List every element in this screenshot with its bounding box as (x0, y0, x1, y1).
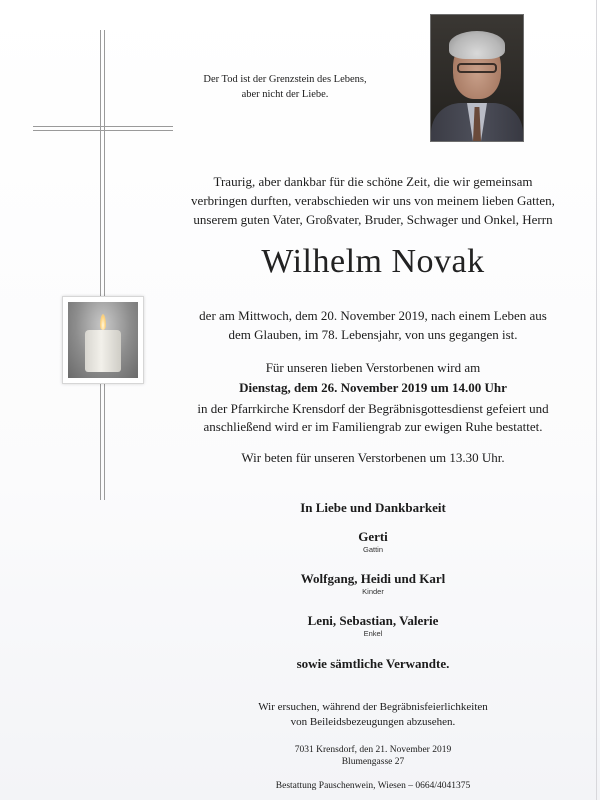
candle-body (85, 330, 121, 372)
mourner-name: Leni, Sebastian, Valerie (307, 613, 439, 628)
portrait-glasses (457, 63, 497, 73)
page-edge (596, 0, 597, 800)
passing-text (178, 306, 568, 344)
intro-text (178, 172, 568, 229)
mourner-name: Wolfgang, Heidi und Karl (300, 571, 446, 586)
place-line: Blumengasse 27 (341, 757, 405, 767)
portrait-hair (449, 31, 505, 59)
candle-image (62, 296, 144, 384)
service-intro: Für unseren lieben Verstorbenen wird am (265, 360, 481, 375)
service-line: anschließend wird er im Familiengrab zur ewigen Ruhe bestattet. (203, 419, 543, 434)
cross-icon (100, 30, 105, 500)
passing-line: der am Mittwoch, dem 20. November 2019, nach einem Leben aus (199, 308, 547, 323)
family-heading: In Liebe und Dankbarkeit (300, 500, 446, 515)
quote-line: Der Tod ist der Grenzstein des Lebens, (203, 74, 367, 85)
relatives-line: sowie sämtliche Verwandte. (296, 656, 450, 671)
intro-line: Traurig, aber dankbar für die schöne Zeit, die wir gemeinsam (213, 174, 533, 189)
mourner-role: Gattin (362, 545, 383, 554)
undertaker-info: Bestattung Pauschenwein, Wiesen – 0664/4041375 (275, 781, 471, 791)
service-details (178, 400, 568, 436)
memorial-quote (180, 72, 390, 102)
mourner-name: Gerti (358, 529, 388, 544)
mourner-role: Enkel (363, 629, 383, 638)
service-date: Dienstag, dem 26. November 2019 um 14.00 Uhr (239, 380, 507, 395)
intro-line: unserem guten Vater, Großvater, Bruder, Schwager und Onkel, Herrn (193, 212, 553, 227)
portrait-photo (430, 14, 524, 142)
intro-line: verbringen durften, verabschieden wir uns von meinem lieben Gatten, (191, 193, 555, 208)
candle-photo (68, 302, 138, 378)
cross-icon-bar (33, 126, 173, 131)
mourner-role: Kinder (362, 587, 384, 596)
request-line: von Beileidsbezeugungen abzusehen. (290, 716, 456, 728)
request-line: Wir ersuchen, während der Begräbnisfeierlichkeiten (258, 701, 488, 713)
candle-flame (100, 314, 106, 330)
service-line: in der Pfarrkirche Krensdorf der Begräbnisgottesdienst gefeiert und (197, 401, 549, 416)
prayer-time: Wir beten für unseren Verstorbenen um 13.30 Uhr. (241, 450, 505, 465)
place-line: 7031 Krensdorf, den 21. November 2019 (294, 745, 452, 755)
passing-line: dem Glauben, im 78. Lebensjahr, von uns gegangen ist. (228, 327, 518, 342)
deceased-name: Wilhelm Novak (261, 243, 485, 280)
quote-line: aber nicht der Liebe. (241, 89, 329, 100)
condolence-request (178, 700, 568, 730)
place-date (178, 744, 568, 768)
